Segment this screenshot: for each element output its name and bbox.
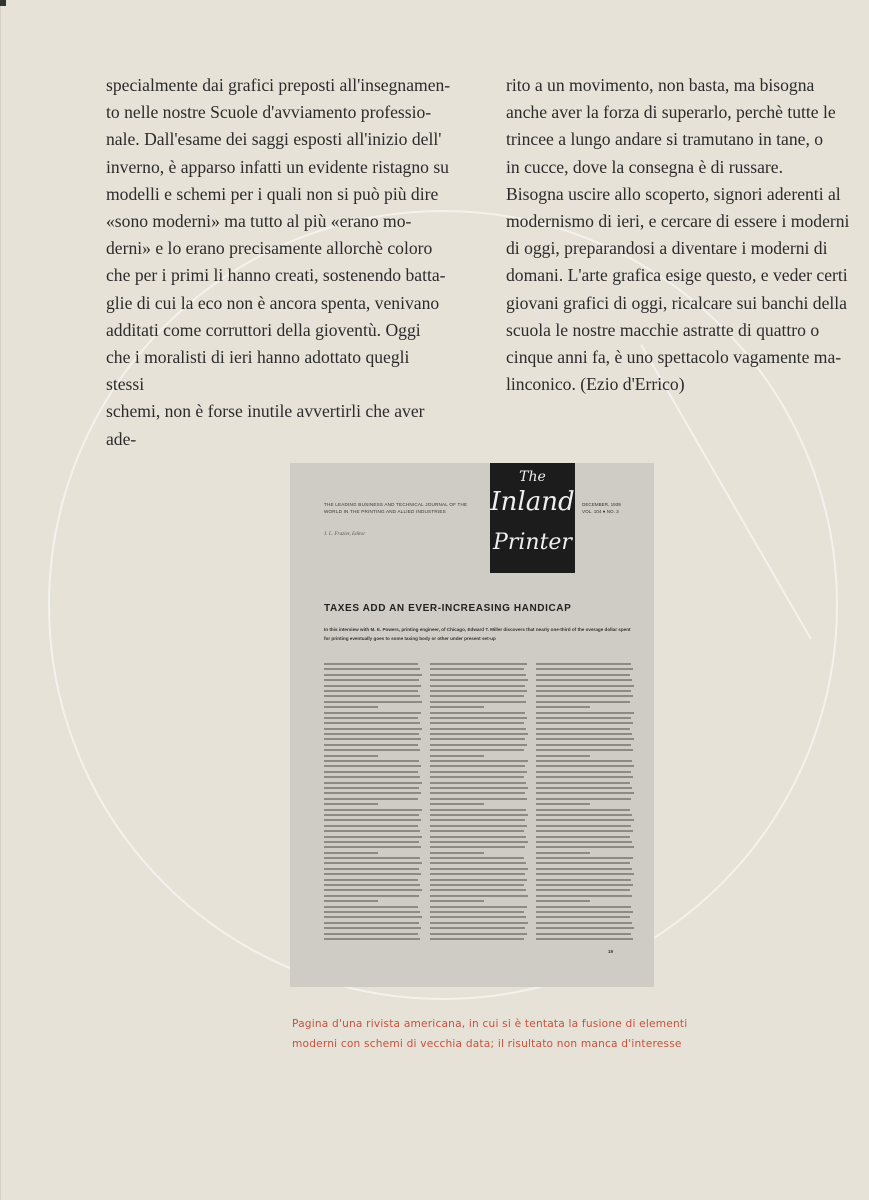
text-line: che per i primi li hanno creati, sostenendo batta- xyxy=(106,265,446,286)
text-line-texture xyxy=(536,755,590,757)
text-line-texture xyxy=(324,679,419,681)
text-line-texture xyxy=(430,857,524,859)
text-line-texture xyxy=(430,668,524,670)
text-line-texture xyxy=(324,749,420,751)
text-line-texture xyxy=(430,819,525,821)
text-line-texture xyxy=(430,862,526,864)
text-line-texture xyxy=(430,771,527,773)
text-line-texture xyxy=(536,798,631,800)
author-signature: (Ezio d'Errico) xyxy=(580,374,685,395)
text-line-texture xyxy=(536,776,633,778)
text-line-texture xyxy=(536,868,632,870)
text-line-texture xyxy=(324,889,422,891)
text-line-texture xyxy=(324,782,422,784)
text-line-texture xyxy=(536,668,633,670)
text-line-texture xyxy=(324,738,421,740)
text-line-texture xyxy=(536,706,590,708)
text-line-texture xyxy=(536,814,632,816)
text-line-texture xyxy=(430,776,524,778)
text-line-texture xyxy=(430,846,525,848)
text-line-texture xyxy=(536,733,632,735)
text-line-texture xyxy=(324,938,420,940)
text-line-texture xyxy=(536,738,634,740)
text-line-texture xyxy=(430,884,524,886)
text-line-texture xyxy=(430,803,484,805)
corner-mark xyxy=(0,0,6,6)
text-line: in cucce, dove la consegna è di russare. xyxy=(506,156,783,177)
magazine-logo xyxy=(490,463,575,573)
text-line-texture xyxy=(324,733,419,735)
text-line-texture xyxy=(536,749,633,751)
text-line-texture xyxy=(324,846,421,848)
text-line-texture xyxy=(324,701,422,703)
text-line-texture xyxy=(324,744,418,746)
text-line-texture xyxy=(324,922,419,924)
text-line-texture xyxy=(324,668,420,670)
text-line-texture xyxy=(324,927,421,929)
magazine-editor: J. L. Frazier, Editor xyxy=(324,531,366,537)
text-line-texture xyxy=(430,744,527,746)
text-line-texture xyxy=(430,873,525,875)
magazine-header-tagline: THE LEADING BUSINESS AND TECHNICAL JOURNAL OF THE WORLD IN THE PRINTING AND ALLIED INDUSTRIES xyxy=(324,502,468,514)
text-line-texture xyxy=(324,857,420,859)
text-line-texture xyxy=(536,825,631,827)
text-line-texture xyxy=(536,760,632,762)
caption-line: moderni con schemi di vecchia data; il risultato non manca d'interesse xyxy=(292,1038,682,1050)
text-line-texture xyxy=(430,879,527,881)
text-line: rito a un movimento, non basta, ma bisogna xyxy=(506,75,815,95)
text-line-texture xyxy=(430,906,527,908)
text-line-texture xyxy=(430,809,526,811)
magazine-date: DECEMBER, 1939 xyxy=(582,502,621,507)
text-line-texture xyxy=(430,933,527,935)
magazine-page-number: 19 xyxy=(608,949,614,954)
text-line-texture xyxy=(324,765,421,767)
text-line-texture xyxy=(324,879,418,881)
text-line-texture xyxy=(430,916,526,918)
text-line-texture xyxy=(430,814,528,816)
text-line-texture xyxy=(430,738,525,740)
text-line-texture xyxy=(536,663,631,665)
text-line-texture xyxy=(324,933,418,935)
text-line-texture xyxy=(430,728,526,730)
text-line-texture xyxy=(536,782,630,784)
text-line-texture xyxy=(536,938,633,940)
text-line-texture xyxy=(430,674,526,676)
text-line-texture xyxy=(536,744,631,746)
text-line-texture xyxy=(536,722,633,724)
text-line-texture xyxy=(324,776,420,778)
text-line-texture xyxy=(536,889,630,891)
text-line-texture xyxy=(430,852,484,854)
text-line: giovani grafici di oggi, ricalcare sui banchi della xyxy=(506,292,847,313)
text-line: anche aver la forza di superarlo, perchè tutte le xyxy=(506,102,836,123)
text-line: derni» e lo erano precisamente allorchè coloro xyxy=(106,238,433,259)
text-line: domani. L'arte grafica esige questo, e veder certi xyxy=(506,265,848,286)
text-line-texture xyxy=(536,690,631,692)
text-line-texture xyxy=(324,674,422,676)
text-line-texture xyxy=(536,857,633,859)
text-line-texture xyxy=(536,895,632,897)
text-line-texture xyxy=(324,717,418,719)
text-line-texture xyxy=(430,685,525,687)
text-line-texture xyxy=(324,825,418,827)
logo-line: The xyxy=(519,469,546,485)
text-line-texture xyxy=(324,706,378,708)
text-line-texture xyxy=(324,852,378,854)
text-line-texture xyxy=(536,819,634,821)
text-line-texture xyxy=(536,809,630,811)
magazine-page-image xyxy=(290,463,654,987)
text-line-texture xyxy=(536,927,634,929)
text-line-texture xyxy=(536,701,630,703)
text-line-texture xyxy=(430,825,527,827)
text-line-texture xyxy=(324,695,420,697)
text-line-texture xyxy=(430,722,524,724)
text-line-texture xyxy=(324,792,421,794)
text-line-texture xyxy=(430,755,484,757)
text-line-texture xyxy=(536,765,634,767)
text-line-texture xyxy=(324,916,422,918)
logo-line: Printer xyxy=(493,530,572,555)
left-text-column xyxy=(106,72,451,453)
text-line-texture xyxy=(536,787,632,789)
text-line-texture xyxy=(536,728,630,730)
text-line-texture xyxy=(430,749,524,751)
text-line-texture xyxy=(324,895,419,897)
text-line-texture xyxy=(430,895,528,897)
text-line: additati come corruttori della gioventù. Oggi xyxy=(106,319,421,340)
text-line-texture xyxy=(536,803,590,805)
caption-line: Pagina d'una rivista americana, in cui si è tentata la fusione di elementi xyxy=(292,1018,688,1030)
text-line-texture xyxy=(430,701,526,703)
text-line-texture xyxy=(430,706,484,708)
text-line-texture xyxy=(324,841,419,843)
magazine-body-text xyxy=(324,663,634,945)
text-line-texture xyxy=(536,884,633,886)
text-line-texture xyxy=(536,922,632,924)
text-line-texture xyxy=(536,717,631,719)
text-line-texture xyxy=(430,841,528,843)
text-line: modernismo di ieri, e cercare di essere i moderni xyxy=(506,211,850,232)
text-line-texture xyxy=(430,760,528,762)
text-line: scuola le nostre macchie astratte di quattro o xyxy=(506,319,820,340)
text-line-texture xyxy=(536,873,634,875)
figure-caption xyxy=(292,1014,712,1054)
text-line-texture xyxy=(536,674,630,676)
text-line: trincee a lungo andare si tramutano in tane, o xyxy=(506,129,824,150)
text-line-texture xyxy=(324,755,378,757)
magazine-headline: TAXES ADD AN EVER-INCREASING HANDICAP xyxy=(324,603,572,614)
right-text-column xyxy=(506,72,850,398)
text-line-texture xyxy=(536,792,634,794)
text-line-texture xyxy=(430,900,484,902)
text-line: schemi, non è forse inutile avvertirli che aver ade- xyxy=(106,401,425,449)
text-line-texture xyxy=(324,728,422,730)
text-line-texture xyxy=(324,819,421,821)
text-line-texture xyxy=(536,830,633,832)
text-line-texture xyxy=(536,911,633,913)
text-line: nale. Dall'esame dei saggi esposti all'inizio dell' xyxy=(106,129,442,150)
text-line-texture xyxy=(430,927,525,929)
text-line-texture xyxy=(536,900,590,902)
text-line-texture xyxy=(536,685,634,687)
text-line-texture xyxy=(324,760,419,762)
text-line-texture xyxy=(324,798,418,800)
closing-line xyxy=(506,371,850,398)
text-line-texture xyxy=(324,685,421,687)
text-line-texture xyxy=(430,733,528,735)
text-line-texture xyxy=(430,911,524,913)
text-line-texture xyxy=(324,814,419,816)
text-line-texture xyxy=(324,830,420,832)
text-line-texture xyxy=(324,873,421,875)
text-line: inverno, è apparso infatti un evidente ristagno su xyxy=(106,156,449,177)
text-line-texture xyxy=(324,911,420,913)
text-line-texture xyxy=(324,771,418,773)
text-line: Bisogna uscire allo scoperto, signori aderenti al xyxy=(506,183,841,204)
magazine-issue-info xyxy=(582,501,652,515)
text-line-texture xyxy=(430,798,527,800)
text-line: cinque anni fa, è uno spettacolo vagamente ma- xyxy=(506,347,842,368)
text-line-texture xyxy=(430,922,528,924)
text-line-texture xyxy=(324,663,418,665)
text-line-texture xyxy=(430,868,528,870)
text-line-texture xyxy=(536,771,631,773)
text-line-texture xyxy=(324,809,422,811)
magazine-volume: VOL. 104 ● NO. 3 xyxy=(582,509,619,514)
text-line-texture xyxy=(324,900,378,902)
text-line: glie di cui la eco non è ancora spenta, venivano xyxy=(106,292,440,313)
text-line-texture xyxy=(536,906,631,908)
magazine-text-column xyxy=(324,663,422,945)
text-line: modelli e schemi per i quali non si può più dire xyxy=(106,183,439,204)
magazine-text-column xyxy=(536,663,634,945)
text-line-texture xyxy=(430,792,525,794)
text-line-texture xyxy=(536,879,631,881)
text-line-texture xyxy=(536,836,630,838)
text-line: specialmente dai grafici preposti all'insegnamen- xyxy=(106,75,451,95)
magazine-text-column xyxy=(430,663,528,945)
text-line-texture xyxy=(430,787,528,789)
text-line-texture xyxy=(430,679,528,681)
text-line-texture xyxy=(324,836,422,838)
text-line-texture xyxy=(536,862,630,864)
text-line-texture xyxy=(430,695,524,697)
text-line-texture xyxy=(324,690,418,692)
text-line-texture xyxy=(324,712,421,714)
text-line-texture xyxy=(324,803,378,805)
text-line-texture xyxy=(536,916,630,918)
text-line-texture xyxy=(536,712,634,714)
text-line-texture xyxy=(430,938,524,940)
text-line-texture xyxy=(536,841,632,843)
text-line-texture xyxy=(324,884,420,886)
text-line-texture xyxy=(430,690,527,692)
text-line-texture xyxy=(430,717,527,719)
text-line-texture xyxy=(324,906,418,908)
text-line: linconico. xyxy=(506,374,576,395)
text-line-texture xyxy=(324,868,419,870)
text-line-texture xyxy=(536,846,634,848)
text-line: «sono moderni» ma tutto al più «erano mo- xyxy=(106,211,412,232)
text-line-texture xyxy=(430,765,525,767)
text-line-texture xyxy=(536,852,590,854)
text-line-texture xyxy=(430,830,524,832)
text-line: di oggi, preparandosi a diventare i moderni di xyxy=(506,238,828,259)
text-line-texture xyxy=(536,679,632,681)
text-line-texture xyxy=(324,722,420,724)
magazine-lead: In this interview with M. E. Powers, printing engineer, of Chicago, Edward T. Miller discovers that nearly one-third of the overage dollar spent for printing eventually goes to some taxing body or other under present set-up xyxy=(324,627,631,641)
text-line: che i moralisti di ieri hanno adottato quegli stessi xyxy=(106,347,410,395)
text-line-texture xyxy=(324,787,419,789)
text-line-texture xyxy=(430,782,526,784)
text-line-texture xyxy=(324,862,422,864)
text-line-texture xyxy=(430,663,527,665)
text-line-texture xyxy=(536,933,631,935)
text-line-texture xyxy=(430,712,525,714)
text-line-texture xyxy=(536,695,633,697)
text-line-texture xyxy=(430,836,526,838)
text-line: to nelle nostre Scuole d'avviamento professio- xyxy=(106,102,432,123)
text-line-texture xyxy=(430,889,526,891)
logo-line: Inland xyxy=(490,487,575,517)
